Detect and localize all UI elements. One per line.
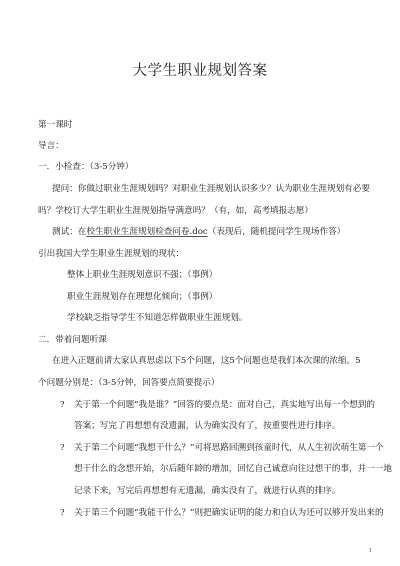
bullet-icon: ? bbox=[60, 443, 65, 453]
status-item: 职业生涯规划存在理想化倾向；（事例） bbox=[67, 292, 218, 302]
questionnaire-link[interactable]: 校生职业生涯规划检查问卷.doc bbox=[86, 227, 208, 237]
page-number: 1 bbox=[368, 548, 372, 554]
bullet-icon: ? bbox=[60, 508, 65, 518]
bullet-icon: ? bbox=[60, 400, 65, 410]
list-item-line: 关于第二个问题“我想干什么？”可将思路回溯到孩童时代，从人生初次萌生第一个 bbox=[74, 443, 384, 453]
list-item-line: 关于第三个问题“我能干什么？”则把确实证明的能力和自认为还可以够开发出来的 bbox=[74, 508, 384, 518]
status-item: 整体上职业生涯规划意识不强；（事例） bbox=[67, 270, 218, 280]
test-suffix: （表现后，随机提问学生现场作答） bbox=[207, 227, 346, 237]
paragraph-line: 提问：你做过职业生涯规划吗？对职业生涯规划认识多少？认为职业生涯规划有必要 bbox=[52, 184, 370, 194]
paragraph-line: 在进入正题前请大家认真思虑以下5个问题，这5个问题也是我们本次课的浓缩。5 bbox=[52, 356, 361, 366]
list-item-line: 想干什么的念想开始，尔后随年龄的增加，回忆自己诚意向往过想干的事，并一一地 bbox=[74, 464, 392, 474]
paragraph-line: 吗？学校订大学生职业生涯规划指导满意吗？（有，如，高考填报志愿） bbox=[38, 206, 314, 216]
paragraph-line: 个问题分别是：（3-5分钟，回答要点简要提示） bbox=[38, 378, 220, 388]
test-line bbox=[52, 227, 345, 238]
test-prefix: 测试：在 bbox=[52, 227, 87, 237]
paragraph-line: 引出我国大学生职业生涯规划的现状： bbox=[38, 249, 185, 259]
section-heading: 二．带着问题听课 bbox=[38, 335, 107, 345]
section-heading: 一．小检查：（3-5分钟） bbox=[38, 162, 134, 172]
document-title: 大学生职业规划答案 bbox=[132, 63, 268, 79]
list-item-line: 关于第一个问题“我是谁？”回答的要点是：面对自己，真实地写出每一个想到的 bbox=[74, 400, 375, 410]
list-item-line: 答案；写完了再想想有没遗漏，认为确实没有了，按重要性进行排序。 bbox=[74, 421, 341, 431]
lesson-heading: 第一课时 bbox=[38, 120, 73, 130]
status-item: 学校缺乏指导学生不知道怎样做职业生涯规划。 bbox=[67, 313, 248, 323]
list-item-line: 记录下来，写完后再想想有无遗漏，确实没有了，就进行认真的排序。 bbox=[74, 486, 341, 496]
intro-heading: 导言： bbox=[38, 141, 64, 151]
